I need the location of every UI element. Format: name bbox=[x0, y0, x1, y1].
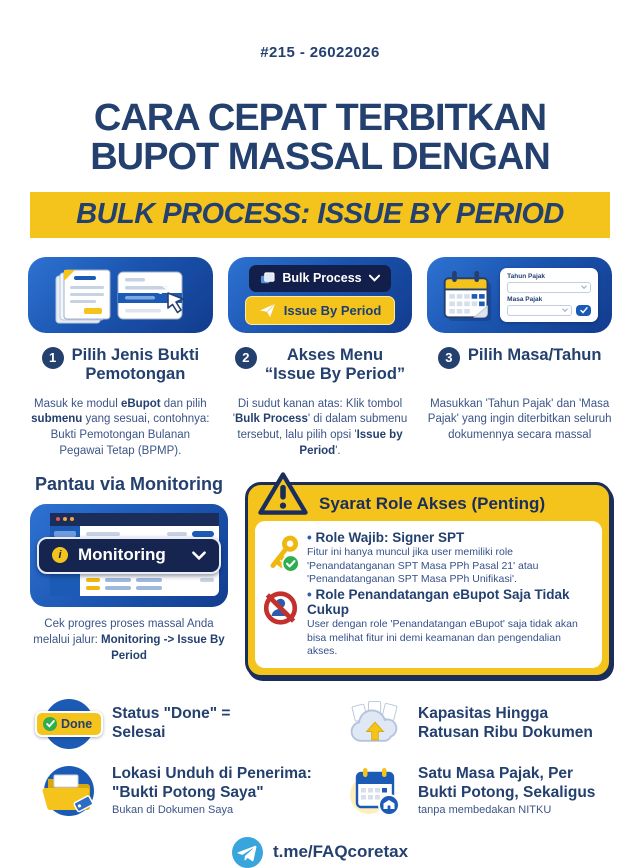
role-item-body: User dengan role 'Penandatangan eBupot' saja tidak akan bisa melihat fitur ini demi keamanan dan pengendalian akses. bbox=[307, 617, 578, 658]
step-1-number-badge: 1 bbox=[42, 347, 64, 369]
issue-by-period-button[interactable] bbox=[245, 296, 396, 325]
done-badge-icon bbox=[40, 698, 98, 750]
monitoring-dropdown-label: Monitoring bbox=[78, 545, 166, 565]
banner-text: BULK PROCESS: ISSUE BY PERIOD bbox=[76, 198, 564, 230]
no-access-icon bbox=[262, 588, 299, 628]
masa-pajak-label: Masa Pajak bbox=[507, 295, 543, 303]
feature-heading-line: Status "Done" = bbox=[112, 704, 231, 722]
monitoring-description: Cek progres proses massal Anda melalui jalur: Monitoring -> Issue By Period bbox=[33, 617, 225, 663]
info-icon: i bbox=[52, 547, 68, 563]
chevron-down-icon bbox=[581, 285, 587, 289]
period-form bbox=[500, 268, 598, 322]
feature-heading-line: Kapasitas Hingga bbox=[418, 704, 549, 722]
feature-one-period bbox=[346, 765, 614, 817]
tahun-pajak-select[interactable] bbox=[507, 282, 591, 293]
monitoring-section bbox=[28, 474, 230, 664]
steps-row bbox=[28, 257, 612, 460]
step-3-description: Masukkan 'Tahun Pajak' dan 'Masa Pajak' yang ingin diterbitkan seluruh dokumennya secara massal bbox=[427, 397, 612, 442]
masa-pajak-select[interactable] bbox=[507, 305, 572, 316]
issue-by-period-label: Issue By Period bbox=[283, 302, 382, 318]
feature-heading-line: Lokasi Unduh di Penerima: bbox=[112, 765, 312, 783]
monitoring-dropdown[interactable] bbox=[37, 537, 221, 574]
banner bbox=[30, 192, 610, 238]
warning-icon bbox=[257, 470, 309, 517]
step-2-illustration bbox=[228, 257, 413, 333]
step-3 bbox=[427, 257, 612, 460]
key-icon bbox=[262, 532, 302, 576]
role-item-ebupot-not-enough bbox=[307, 587, 590, 659]
step-2-description: Di sudut kanan atas: Klik tombol 'Bulk Process' di dalam submenu tersebut, lalu pilih opsi 'Issue by Period'. bbox=[232, 397, 408, 458]
page-title bbox=[0, 99, 640, 177]
role-item-body: Fitur ini hanya muncul jika user memiliki role 'Penandatanganan SPT Masa PPh Pasal 21' atau 'Penandatanganan SPT Masa PPh Unifikasi'. bbox=[307, 545, 539, 586]
cloud-upload-icon bbox=[346, 699, 404, 749]
monitoring-illustration bbox=[30, 504, 228, 607]
middle-row bbox=[28, 474, 612, 678]
step-2-title-line1: Akses Menu bbox=[286, 345, 384, 364]
chevron-down-icon bbox=[192, 551, 206, 560]
bulk-process-button[interactable] bbox=[249, 265, 390, 292]
footer bbox=[0, 837, 640, 868]
browser-titlebar bbox=[50, 513, 219, 526]
step-1-illustration bbox=[28, 257, 213, 333]
step-2 bbox=[228, 257, 413, 460]
feature-heading-line: Ratusan Ribu Dokumen bbox=[418, 723, 593, 741]
feature-heading-line: Satu Masa Pajak, Per bbox=[418, 765, 574, 783]
feature-subtext: Bukan di Dokumen Saya bbox=[112, 804, 234, 817]
bulk-process-icon bbox=[260, 271, 275, 286]
step-1 bbox=[28, 257, 213, 460]
step-2-heading bbox=[235, 346, 405, 390]
step-1-title-line1: Pilih Jenis Bukti bbox=[71, 345, 200, 364]
feature-heading-line: "Bukti Potong Saya" bbox=[112, 784, 264, 802]
confirm-check-button[interactable] bbox=[576, 305, 591, 316]
step-3-number-badge: 3 bbox=[438, 347, 460, 369]
step-1-heading bbox=[42, 346, 199, 390]
role-box-body bbox=[255, 521, 602, 668]
role-box-title: Syarat Role Akses (Penting) bbox=[319, 493, 546, 513]
telegram-handle[interactable]: t.me/FAQcoretax bbox=[272, 842, 409, 862]
page-title-line2: BUPOT MASSAL DENGAN bbox=[90, 135, 550, 178]
role-item-heading: • Role Penandatangan eBupot Saja Tidak Cukup bbox=[307, 587, 590, 617]
bulk-process-label: Bulk Process bbox=[282, 271, 362, 285]
chevron-down-icon bbox=[369, 274, 380, 282]
tahun-pajak-label: Tahun Pajak bbox=[507, 272, 545, 280]
feature-capacity bbox=[346, 698, 614, 750]
feature-download-location bbox=[40, 765, 332, 817]
folder-icon bbox=[42, 765, 96, 817]
step-1-description: Masuk ke modul eBupot dan pilih submenu yang sesuai, contohnya: Bukti Pemotongan Bulanan Pegawai Tetap (BPMP). bbox=[31, 397, 210, 458]
send-icon bbox=[259, 303, 276, 318]
features-grid bbox=[40, 698, 614, 817]
role-item-signer-spt bbox=[307, 530, 590, 587]
feature-heading-line: Selesai bbox=[112, 723, 166, 741]
step-3-illustration bbox=[427, 257, 612, 333]
page-title-line1: CARA CEPAT TERBITKAN bbox=[93, 97, 547, 139]
documents-click-icon bbox=[44, 263, 196, 327]
calendar-icon bbox=[347, 765, 403, 817]
step-2-title-line2: “Issue By Period” bbox=[264, 364, 406, 383]
calendar-illustration-icon bbox=[441, 266, 493, 324]
step-2-number-badge: 2 bbox=[235, 347, 257, 369]
step-3-title-line1: Pilih Masa/Tahun bbox=[467, 345, 602, 364]
step-1-title-line2: Pemotongan bbox=[85, 364, 186, 383]
feature-heading-line: Bukti Potong, Sekaligus bbox=[418, 784, 596, 802]
telegram-icon bbox=[232, 837, 263, 868]
feature-status-done bbox=[40, 698, 332, 750]
issue-number: #215 - 26022026 bbox=[260, 44, 380, 61]
check-icon bbox=[580, 307, 588, 314]
monitoring-heading: Pantau via Monitoring bbox=[34, 473, 223, 494]
role-item-heading: • Role Wajib: Signer SPT bbox=[307, 530, 590, 545]
feature-subtext: tanpa membedakan NITKU bbox=[418, 804, 552, 817]
role-requirements-box bbox=[245, 482, 612, 678]
step-3-heading bbox=[438, 346, 602, 390]
chevron-down-icon bbox=[562, 308, 568, 312]
done-badge-label: Done bbox=[61, 716, 93, 731]
check-icon bbox=[46, 720, 55, 728]
